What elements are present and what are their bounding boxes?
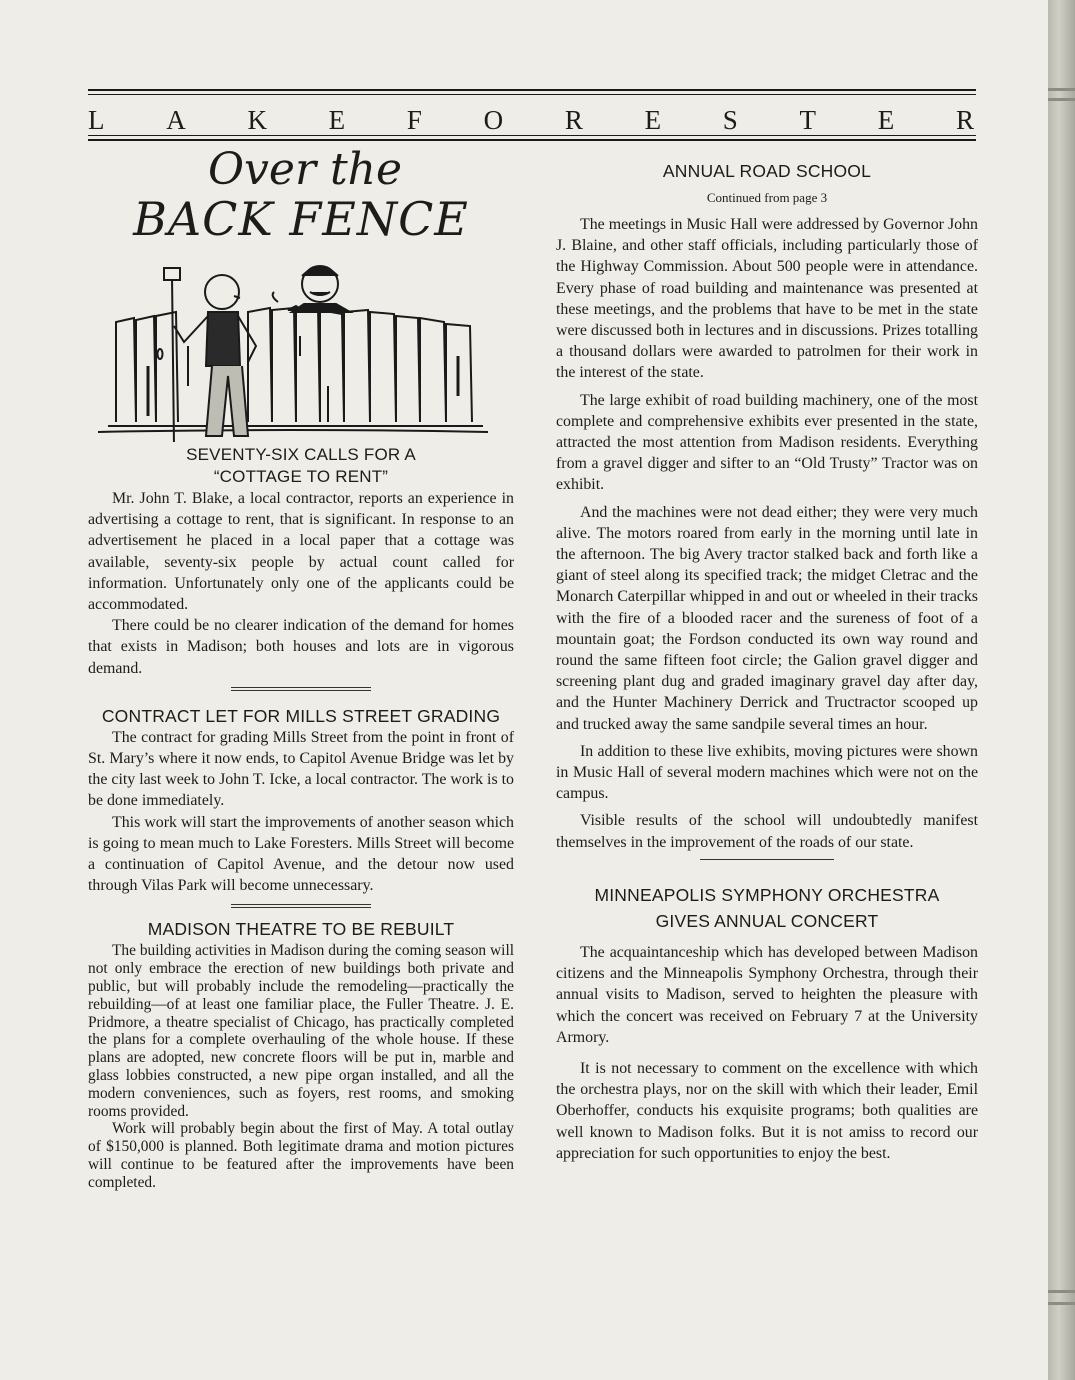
article-paragraph: The meetings in Music Hall were addressed by Governor John J. Blaine, and other staff officials, including particularly those of the Highway Commission. About 500 people were in attendance. Every phase of road building and maintenance was presented at these meetings, and the problems that have to be met in the state were discussed both in lectures and in discussions. Prizes totalling a thousand dollars were awarded to patrolmen for their work in the interest of the state. [556,216,978,382]
masthead-top-rule [88,89,976,91]
binding-stripe [1048,1290,1075,1293]
article-heading-line2: GIVES ANNUAL CONCERT [655,910,879,931]
article-heading [88,444,514,488]
masthead-bottom-rule [88,139,976,141]
article-heading [556,882,978,934]
article-paragraph: Mr. John T. Blake, a local contractor, reports an experience in advertising a cottage to rent, that is significant. In response to an advertisement he placed in a local paper that a cottage was available, seventy-six people by actual count called for information. Unfortunately only one of the applicants could be accommodated. [88,490,514,614]
binding-stripe [1048,98,1075,101]
article-heading-line2: “COTTAGE TO RENT” [213,467,389,486]
article-paragraph: Visible results of the school will undoubtedly manifest themselves in the improvement of the roads of our state. [556,812,978,851]
article-paragraph: And the machines were not dead either; they were very much alive. The motors roared from early in the morning until late in the afternoon. The big Avery tractor stalked back and forth like a giant of steel along its specified track; the midget Cletrac and the Monarch Caterpillar whipped in and out or wheeled in their tracks with the fire of a blooded racer and the sureness of foot of a mountain goat; the Fordson conducted its own way round and round the same fifteen foot circle; the Galion gravel digger and screening plant dug and graded imaginary gravel day after day, and the Hunter Machinery Derrick and Tructractor scooped up and trucked away the same sandpile several times an hour. [556,503,978,733]
article-paragraph: The acquaintanceship which has developed between Madison citizens and the Minneapolis Symphony Orchestra, through their annual visits to Madison, served to heighten the pleasure with which the concert was received on February 7 at the University Armory. [556,943,978,1046]
masthead-letter: L [88,104,107,135]
section-divider [700,859,834,860]
masthead-letter: F [406,104,424,135]
masthead-top-rule-thin [88,94,976,95]
article-paragraph: It is not necessary to comment on the excellence with which the orchestra plays, nor on the skill with which their leader, Emil Oberhoffer, conducts his exquisite programs; both qualities are well known to Madison folks. But it is not amiss to record our appreciation for such opportunities to enjoy the best. [556,1059,978,1162]
binding-stripe [1048,88,1075,91]
feature-title-line2: BACK FENCE [133,192,469,246]
left-column [88,144,514,1192]
masthead-letter: A [166,104,188,135]
masthead-letter: S [722,104,740,135]
masthead-letter: K [247,104,269,135]
article-paragraph: In addition to these live exhibits, moving pictures were shown in Music Hall of several modern machines which were not on the campus. [556,742,978,803]
section-divider [231,904,371,908]
article-paragraph: Work will probably begin about the first of May. A total outlay of $150,000 is planned. Both legitimate drama and motion pictures will continue to be featured after the improvements have been completed. [88,1120,514,1191]
article-paragraph: The contract for grading Mills Street from the point in front of St. Mary’s where it now ends, to Capitol Avenue Bridge was let by the city last week to John T. Icke, a local contractor. The work is to be done immediately. [88,728,514,810]
article-paragraph: This work will start the improvements of another season which is going to mean much to Lake Foresters. Mills Street will become a continuation of Capitol Avenue, and the detour now used through Vilas Park will become unnecessary. [88,813,514,895]
masthead-letter: E [877,104,897,135]
masthead-letter: E [644,104,664,135]
masthead-letter: R [955,104,976,135]
continued-note: Continued from page 3 [706,190,828,205]
binding-stripe [1048,1302,1075,1305]
fence-illustration [88,246,514,442]
article-heading: MADISON THEATRE TO BE REBUILT [147,919,455,940]
article-paragraph: The large exhibit of road building machinery, one of the most complete and comprehensive exhibits ever presented in the state, attracted the most attention from Madison residents. Everything from a gravel digger and sifter to an “Old Trusty” Tractor was on exhibit. [556,391,978,494]
article-paragraph: The building activities in Madison during the coming season will not only embrace the erection of new buildings both private and public, but will probably include the remodeling—practically the rebuilding—of at least one familiar place, the Fuller Theatre. J. E. Pridmore, a theatre specialist of Chicago, has practically completed the plans for a complete overhauling of the whole house. If these plans are adopted, new concrete floors will be put in, marble and glass lobbies constructed, a new pipe organ installed, and all the modern conveniences, such as foyers, rest rooms, and smoking rooms provided. [88,942,514,1120]
binding-edge [1048,0,1075,1380]
masthead-bottom-rule-thin [88,135,976,136]
article-heading-line1: MINNEAPOLIS SYMPHONY ORCHESTRA [594,884,940,905]
article-paragraph: There could be no clearer indication of the demand for homes that exists in Madison; both houses and lots are in vigorous demand. [88,617,514,677]
masthead-letter: T [799,104,819,135]
masthead-letter: O [483,104,506,135]
feature-title-line1: Over the [207,144,403,195]
masthead-letter: E [328,104,348,135]
feature-title [88,144,514,246]
masthead-letter: R [564,104,585,135]
article-heading: CONTRACT LET FOR MILLS STREET GRADING [101,705,501,726]
masthead [88,104,976,136]
article-heading: ANNUAL ROAD SCHOOL [662,161,872,181]
right-column [556,160,978,1170]
article-heading-line1: SEVENTY-SIX CALLS FOR A [186,445,416,464]
section-divider [231,687,371,691]
